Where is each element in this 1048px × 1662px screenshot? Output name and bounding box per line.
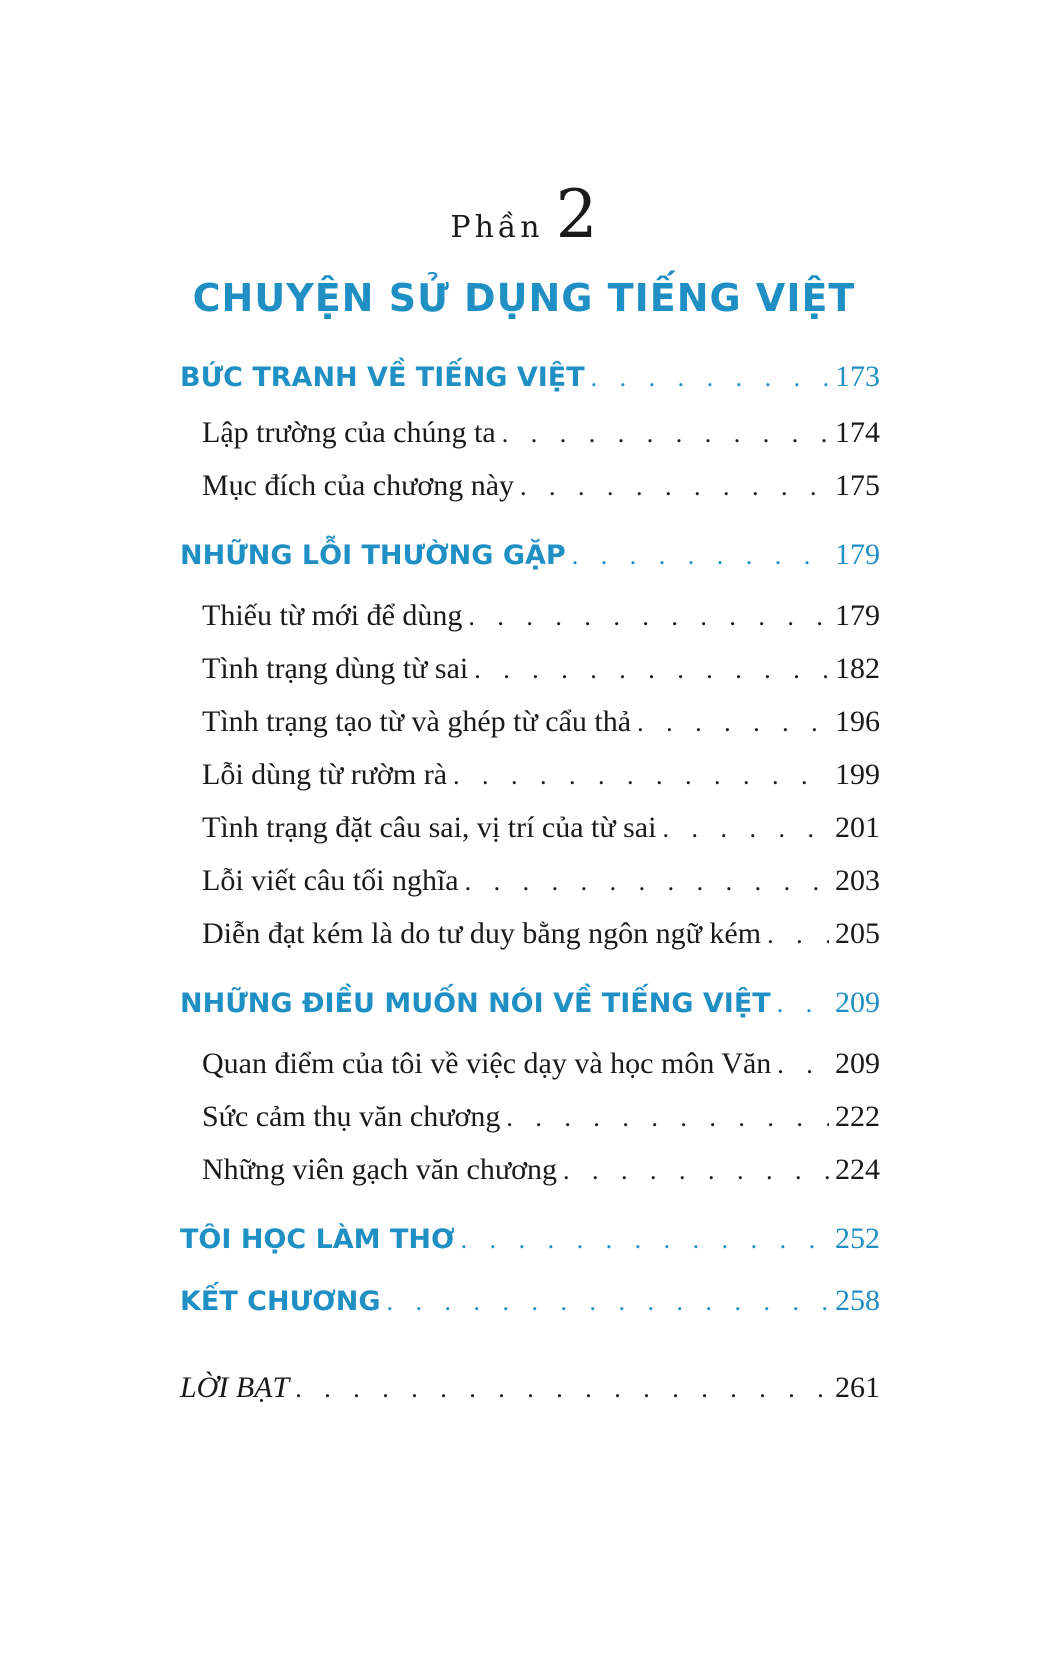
toc-section-entry[interactable]: [180, 1222, 880, 1266]
dot-leader: [465, 867, 829, 897]
dot-leader: [637, 708, 829, 738]
dot-leader: [461, 1225, 829, 1255]
part-heading: [0, 176, 1048, 253]
toc-subentry[interactable]: [202, 469, 880, 513]
toc-page-number: 182: [835, 652, 880, 685]
dot-leader: [468, 602, 829, 632]
dot-leader: [662, 814, 829, 844]
toc-entry-label: Mục đích của chương này: [202, 469, 515, 502]
toc-page-number: 175: [835, 469, 880, 502]
part-title: CHUYỆN SỬ DỤNG TIẾNG VIỆT: [192, 276, 856, 320]
dot-leader: [453, 761, 829, 791]
part-label: Phần: [450, 210, 544, 245]
toc-page-number: 209: [835, 1047, 880, 1080]
dot-leader: [777, 1050, 829, 1080]
toc-entry-label: Lỗi viết câu tối nghĩa: [202, 864, 459, 897]
toc-entry-label: NHỮNG ĐIỀU MUỐN NÓI VỀ TIẾNG VIỆT: [180, 988, 771, 1019]
toc-section-entry[interactable]: [180, 360, 880, 404]
toc-subentry[interactable]: [202, 811, 880, 855]
toc-entry-label: Những viên gạch văn chương: [202, 1153, 557, 1186]
toc-page-number: 179: [835, 538, 880, 571]
toc-subentry[interactable]: [202, 416, 880, 460]
dot-leader: [387, 1287, 830, 1317]
toc-page-number: 252: [835, 1222, 880, 1255]
toc-entry-label: Diễn đạt kém là do tư duy bằng ngôn ngữ kém: [202, 917, 762, 950]
dot-leader: [767, 920, 829, 950]
toc-subentry[interactable]: [202, 652, 880, 696]
toc-entry-label: BỨC TRANH VỀ TIẾNG VIỆT: [180, 362, 585, 393]
toc-subentry[interactable]: [202, 1153, 880, 1197]
dot-leader: [295, 1374, 829, 1404]
toc-page-number: 205: [835, 917, 880, 950]
toc-entry-label: LỜI BẠT: [180, 1371, 290, 1404]
toc-page-number: 203: [835, 864, 880, 897]
dot-leader: [591, 363, 829, 393]
dot-leader: [474, 655, 829, 685]
toc-page-number: 201: [835, 811, 880, 844]
toc-entry-label: Lập trường của chúng ta: [202, 416, 496, 449]
dot-leader: [777, 989, 829, 1019]
dot-leader: [572, 541, 829, 571]
part-number: 2: [555, 176, 598, 253]
toc-entry-label: Thiếu từ mới để dùng: [202, 599, 463, 632]
toc-page-number: 258: [835, 1284, 880, 1317]
dot-leader: [563, 1156, 829, 1186]
toc-page-number: 261: [835, 1371, 880, 1404]
toc-section-entry[interactable]: [180, 1284, 880, 1328]
toc-entry-label: Tình trạng đặt câu sai, vị trí của từ sai: [202, 811, 657, 844]
toc-section-entry[interactable]: [180, 538, 880, 582]
toc-subentry[interactable]: [202, 1047, 880, 1091]
toc-page-number: 196: [835, 705, 880, 738]
toc-entry-label: Tình trạng dùng từ sai: [202, 652, 469, 685]
toc-section-entry[interactable]: [180, 986, 880, 1030]
toc-subentry[interactable]: [202, 758, 880, 802]
toc-entry-label: TÔI HỌC LÀM THƠ: [180, 1224, 455, 1255]
toc-entry-label: KẾT CHƯƠNG: [180, 1286, 381, 1317]
toc-entry-label: NHỮNG LỖI THƯỜNG GẶP: [180, 540, 566, 571]
dot-leader: [506, 1103, 829, 1133]
toc-page-number: 209: [835, 986, 880, 1019]
toc-subentry[interactable]: [202, 864, 880, 908]
toc-page-number: 179: [835, 599, 880, 632]
toc-entry-label: Lỗi dùng từ rườm rà: [202, 758, 448, 791]
toc-subentry[interactable]: [202, 599, 880, 643]
toc-afterword-entry[interactable]: [180, 1371, 880, 1415]
toc-page-number: 222: [835, 1100, 880, 1133]
dot-leader: [502, 419, 829, 449]
toc-subentry[interactable]: [202, 705, 880, 749]
toc-page-number: 173: [835, 360, 880, 393]
toc-entry-label: Quan điểm của tôi về việc dạy và học môn Văn: [202, 1047, 772, 1080]
toc-entry-label: Sức cảm thụ văn chương: [202, 1100, 501, 1133]
dot-leader: [520, 472, 829, 502]
toc-page-number: 224: [835, 1153, 880, 1186]
toc-subentry[interactable]: [202, 917, 880, 961]
toc-page-number: 199: [835, 758, 880, 791]
toc-page-number: 174: [835, 416, 880, 449]
toc-entry-label: Tình trạng tạo từ và ghép từ cẩu thả: [202, 705, 632, 738]
toc-subentry[interactable]: [202, 1100, 880, 1144]
